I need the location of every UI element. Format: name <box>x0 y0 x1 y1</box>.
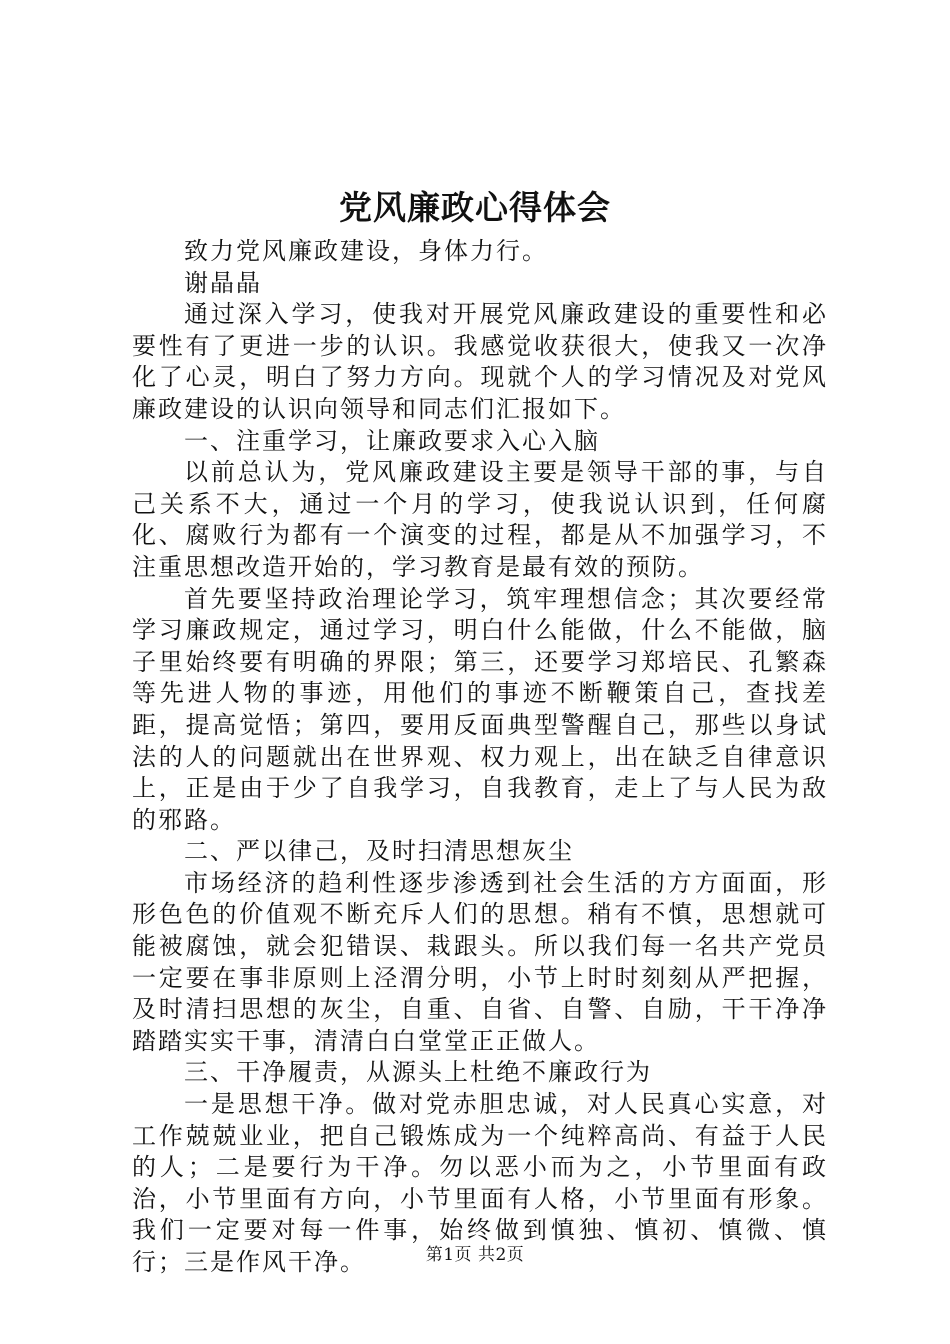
paragraph-intro: 通过深入学习，使我对开展党风廉政建设的重要性和必要性有了更进一步的认识。我感觉收获很大，使我又一次净化了心灵，明白了努力方向。现就个人的学习情况及对党风廉政建设的认识向领导和同志们汇报如下。 <box>132 300 828 423</box>
paragraph: 市场经济的趋利性逐步渗透到社会生活的方方面面，形形色色的价值观不断充斥人们的思想。稍有不慎，思想就可能被腐蚀，就会犯错误、栽跟头。所以我们每一名共产党员一定要在事非原则上泾渭分明，小节上时时刻刻从严把握，及时清扫思想的灰尘，自重、自省、自警、自励，干干净净踏踏实实干事，清清白白堂堂正正做人。 <box>132 868 828 1055</box>
section-heading-2: 二、严以律己，及时扫清思想灰尘 <box>184 837 574 866</box>
document-body <box>132 236 828 1279</box>
paragraph-author: 谢晶晶 <box>184 268 262 297</box>
paragraph-slogan: 致力党风廉政建设，身体力行。 <box>184 237 548 265</box>
section-heading-1: 一、注重学习，让廉政要求入心入脑 <box>184 426 600 455</box>
section-heading-3: 三、干净履责，从源头上杜绝不廉政行为 <box>184 1058 652 1087</box>
document-title: 党风廉政心得体会 <box>339 188 611 227</box>
page-footer: 第1页 共2页 <box>425 1245 525 1265</box>
paragraph: 首先要坚持政治理论学习，筑牢理想信念；其次要经常学习廉政规定，通过学习，明白什么能做，什么不能做，脑子里始终要有明确的界限；第三，还要学习郑培民、孔繁森等先进人物的事迹，用他们的事迹不断鞭策自己，查找差距，提高觉悟；第四，要用反面典型警醒自己，那些以身试法的人的问题就出在世界观、权力观上，出在缺乏自律意识上，正是由于少了自我学习，自我教育，走上了与人民为敌的邪路。 <box>132 584 828 834</box>
paragraph: 以前总认为，党风廉政建设主要是领导干部的事，与自己关系不大，通过一个月的学习，使我说认识到，任何腐化、腐败行为都有一个演变的过程，都是从不加强学习，不注重思想改造开始的，学习教育是最有效的预防。 <box>132 458 828 581</box>
paragraph: 一是思想干净。做对党赤胆忠诚，对人民真心实意，对工作兢兢业业，把自己锻炼成为一个纯粹高尚、有益于人民的人；二是要行为干净。勿以恶小而为之，小节里面有政治，小节里面有方向，小节里面有人格，小节里面有形象。我们一定要对每一件事，始终做到慎独、慎初、慎微、慎行；三是作风干净。 <box>132 1090 828 1276</box>
